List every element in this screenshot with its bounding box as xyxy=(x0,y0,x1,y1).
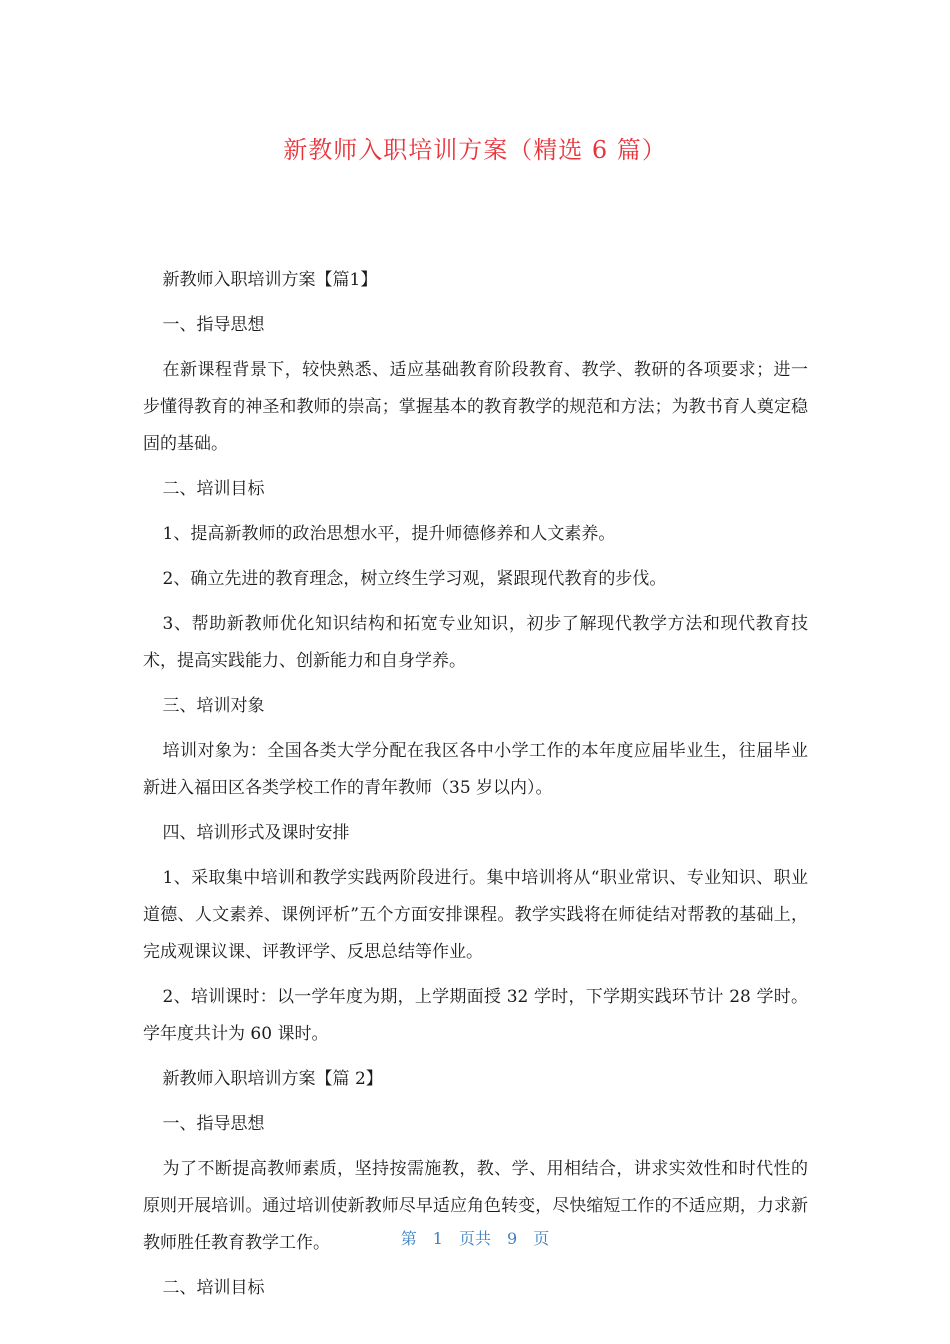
footer-prefix: 第 xyxy=(400,1229,417,1248)
subsection-heading: 二、培训目标 xyxy=(162,479,265,499)
page-footer xyxy=(0,1226,950,1249)
subsection-heading: 三、培训对象 xyxy=(162,696,265,716)
list-item: 1、提高新教师的政治思想水平，提升师德修养和人文素养。 xyxy=(162,524,616,544)
subsection-heading: 二、培训目标 xyxy=(162,1278,265,1298)
footer-total-pages: 9 xyxy=(507,1229,518,1248)
list-item: 1、采取集中培训和教学实践两阶段进行。集中培训将从“职业常识、专业知识、职业道德、人文素养、课例评析”五个方面安排课程。教学实践将在师徒结对帮教的基础上，完成观课议课、评教评学、反思总结等作业。 xyxy=(143,868,808,962)
document-body xyxy=(143,262,808,1315)
body-paragraph: 培训对象为：全国各类大学分配在我区各中小学工作的本年度应届毕业生，往届毕业新进入福田区各类学校工作的青年教师（35 岁以内）。 xyxy=(143,741,808,798)
footer-page-number: 1 xyxy=(432,1229,443,1248)
section-heading: 新教师入职培训方案【篇 2】 xyxy=(162,1069,383,1089)
subsection-heading: 一、指导思想 xyxy=(162,1114,265,1134)
section-heading: 新教师入职培训方案【篇1】 xyxy=(162,270,378,290)
list-item: 2、培训课时：以一学年度为期，上学期面授 32 学时，下学期实践环节计 28 学时。学年度共计为 60 课时。 xyxy=(143,987,808,1044)
body-paragraph: 在新课程背景下，较快熟悉、适应基础教育阶段教育、教学、教研的各项要求；进一步懂得教育的神圣和教师的崇高；掌握基本的教育教学的规范和方法；为教书育人奠定稳固的基础。 xyxy=(143,360,808,454)
list-item: 2、确立先进的教育理念，树立终生学习观，紧跟现代教育的步伐。 xyxy=(162,569,667,589)
subsection-heading: 四、培训形式及课时安排 xyxy=(162,823,350,843)
footer-suffix: 页 xyxy=(533,1229,550,1248)
list-item: 3、帮助新教师优化知识结构和拓宽专业知识，初步了解现代教学方法和现代教育技术，提高实践能力、创新能力和自身学养。 xyxy=(143,614,808,671)
subsection-heading: 一、指导思想 xyxy=(162,315,265,335)
body-paragraph: 为了不断提高教师素质，坚持按需施教，教、学、用相结合，讲求实效性和时代性的原则开展培训。通过培训使新教师尽早适应角色转变，尽快缩短工作的不适应期，力求新教师胜任教育教学工作。 xyxy=(143,1159,808,1253)
footer-middle: 页共 xyxy=(458,1229,491,1248)
document-title: 新教师入职培训方案（精选 6 篇） xyxy=(283,136,667,164)
